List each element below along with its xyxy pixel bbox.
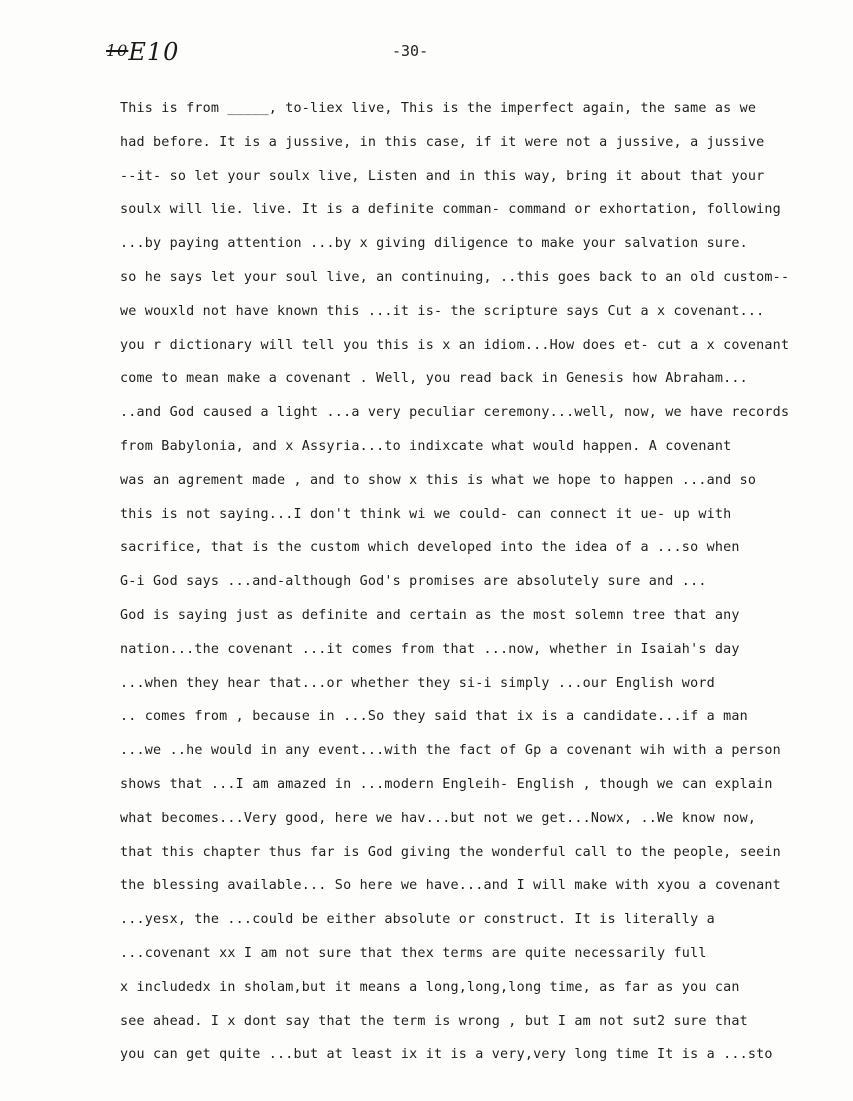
text-line: This is from _____, to-liex live, This is the imperfect again, the same as we	[120, 101, 757, 116]
text-line: the blessing available... So here we have...and I will make with xyou a covenant	[120, 878, 781, 894]
text-line: you r dictionary will tell you this is x an idiom...How does et- cut a x covenant	[120, 337, 790, 353]
handwritten-page-mark	[106, 38, 179, 66]
text-line: come to mean make a covenant . Well, you read back in Genesis how Abraham...	[120, 371, 748, 387]
text-line: shows that ...I am amazed in ...modern Engleih- English , though we can explain	[120, 776, 773, 792]
text-line: --it- so let your soulx live, Listen and in this way, bring it about that your	[120, 168, 765, 184]
text-line: nation...the covenant ...it comes from that ...now, whether in Isaiah's day	[120, 641, 740, 657]
transcript-body	[120, 92, 820, 1072]
text-line: what becomes...Very good, here we hav...but not we get...Nowx, ..We know now,	[120, 810, 757, 826]
text-line: that this chapter thus far is God giving the wonderful call to the people, seein	[120, 844, 781, 860]
handwritten-mark-text: E10	[128, 38, 180, 66]
text-line: from Babylonia, and x Assyria...to indixcate what would happen. A covenant	[120, 438, 732, 454]
text-line: was an agrement made , and to show x this is what we hope to happen ...and so	[120, 472, 757, 488]
page-number: -30-	[392, 42, 429, 60]
text-line: ...when they hear that...or whether they si-i simply ...our English word	[120, 675, 715, 691]
text-line: ...by paying attention ...by x giving diligence to make your salvation sure.	[120, 236, 748, 252]
text-line: see ahead. I x dont say that the term is wrong , but I am not sut2 sure that	[120, 1013, 748, 1029]
text-line: sacrifice, that is the custom which developed into the idea of a ...so when	[120, 540, 740, 556]
text-line: x includedx in sholam,but it means a long,long,long time, as far as you can	[120, 979, 740, 995]
text-line: soulx will lie. live. It is a definite comman- command or exhortation, following	[120, 202, 781, 218]
text-line: we wouxld not have known this ...it is- the scripture says Cut a x covenant...	[120, 303, 765, 319]
text-line: God is saying just as definite and certain as the most solemn tree that any	[120, 607, 740, 623]
text-line: had before. It is a jussive, in this case, if it were not a jussive, a jussive	[120, 134, 765, 150]
struck-through-mark: 10	[106, 41, 129, 60]
text-line: G-i God says ...and-although God's promises are absolutely sure and ...	[120, 574, 707, 590]
text-line: so he says let your soul live, an continuing, ..this goes back to an old custom--	[120, 269, 790, 285]
text-line: ..and God caused a light ...a very peculiar ceremony...well, now, we have records	[120, 405, 790, 421]
text-line: ...we ..he would in any event...with the fact of Gp a covenant wih with a person	[120, 743, 781, 759]
text-line: ...yesx, the ...could be either absolute or construct. It is literally a	[120, 912, 715, 928]
text-line: this is not saying...I don't think wi we could- can connect it ue- up with	[120, 506, 732, 522]
text-line: ...covenant xx I am not sure that thex terms are quite necessarily full	[120, 945, 707, 961]
text-line: you can get quite ...but at least ix it is a very,very long time It is a ...sto	[120, 1047, 773, 1063]
text-line: .. comes from , because in ...So they said that ix is a candidate...if a man	[120, 709, 748, 725]
